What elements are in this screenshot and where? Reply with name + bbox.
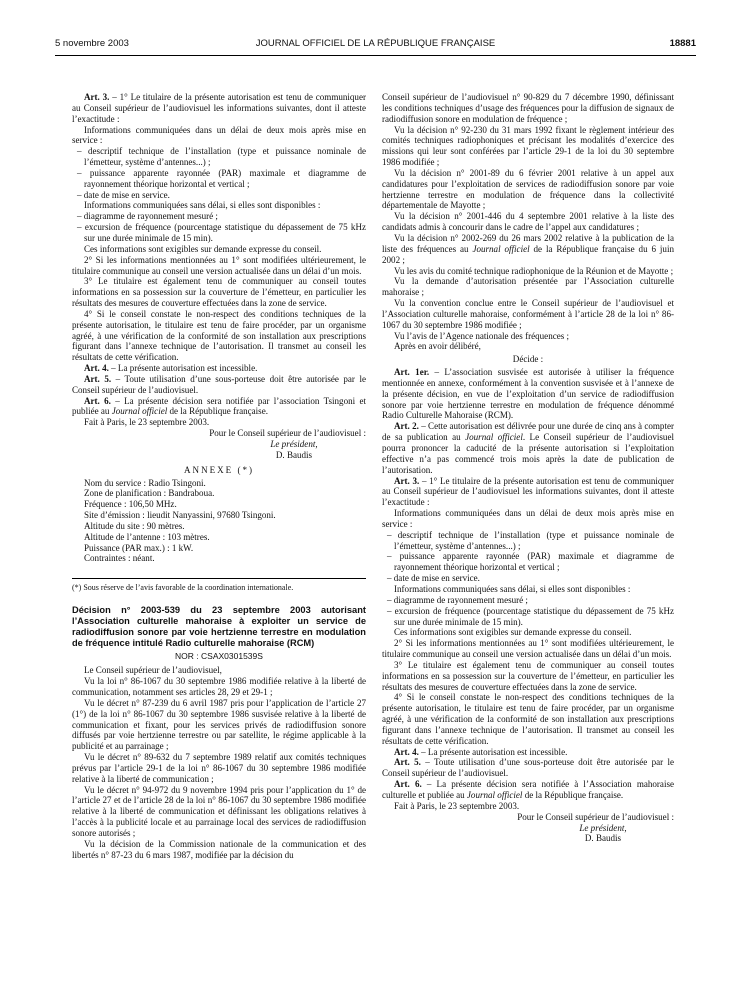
header-rule <box>55 55 696 56</box>
annexe-item: Contraintes : néant. <box>84 553 155 564</box>
signature-title: Le président, <box>579 822 627 833</box>
paragraph: Ces informations sont exigibles sur demande expresse du conseil. <box>84 243 322 254</box>
paragraph: Le Conseil supérieur de l’audiovisuel, <box>84 665 222 676</box>
visa: Vu la demande d’autorisation présentée par l’Association culturelle mahoraise ; <box>382 276 674 298</box>
annexe-item: Zone de planification : Bandraboua. <box>84 488 215 499</box>
article-3: Art. 3. – 1° Le titulaire de la présente autorisation est tenu de communiquer au Conseil supérieur de l’audiovisuel les informations suivantes, dont il atteste l’exactitude : <box>382 475 674 508</box>
signature-title: Le président, <box>270 439 318 449</box>
list-item: – excursion de fréquence (pourcentage statistique du dépassement de 75 kHz sur une durée minimale de 15 min). <box>387 605 674 627</box>
annexe-item: Altitude du site : 90 mètres. <box>84 520 185 531</box>
article-3: Art. 3. – 1° Le titulaire de la présente autorisation est tenu de communiquer au Conseil supérieur de l’audiovisuel les informations suivantes, dont il atteste l’exactitude : <box>72 92 366 124</box>
visa: Vu la décision n° 2002-269 du 26 mars 2002 relative à la publication de la liste des fréquences au Journal officiel de la République française du 6 juin 2002 ; <box>382 232 674 265</box>
decide-heading: Décide : <box>512 354 544 365</box>
list-item: – descriptif technique de l’installation (type et puissance nominale de l’émetteur, système d’antennes...) ; <box>77 146 366 168</box>
annexe-list <box>72 478 366 565</box>
article-4: Art. 4. – La présente autorisation est incessible. <box>394 746 568 757</box>
list-item: – excursion de fréquence (pourcentage statistique du dépassement de 75 kHz sur une durée minimale de 15 min). <box>77 222 366 243</box>
visa: Vu les avis du comité technique radiophonique de la Réunion et de Mayotte ; <box>394 265 674 276</box>
visa: Vu l’avis de l’Agence nationale des fréquences ; <box>394 330 570 341</box>
page-header <box>55 38 696 54</box>
article-4: Art. 4. – La présente autorisation est incessible. <box>84 363 258 374</box>
paragraph: 4° Si le conseil constate le non-respect des conditions techniques de la présente autorisation, le titulaire est tenu de faire procéder, par un organisme agréé, à une vérification de la conformité de son installation aux prescriptions figurant dans l’annexe technique de l’autorisation. Il transmet au conseil les résultats de cette vérification. <box>382 692 674 746</box>
paragraph: 4° Si le conseil constate le non-respect des conditions techniques de la présente autorisation, le titulaire est tenu de faire procéder, par un organisme agréé, à une vérification de la conformité de son installation aux prescriptions figurant dans l’annexe technique de l’autorisation. Il transmet au conseil les résultats de cette vérification. <box>72 308 366 363</box>
visa: Vu la décision de la Commission nationale de la communication et des libertés n° 87-23 du 6 mars 1987, modifiée par la décision du <box>72 838 366 860</box>
footnote: (*) Sous réserve de l’avis favorable de la coordination internationale. <box>72 578 366 593</box>
annexe-item: Altitude de l’antenne : 103 mètres. <box>84 531 210 542</box>
list-item: – descriptif technique de l’installation (type et puissance nominale de l’émetteur, système d’antennes...) ; <box>387 529 674 551</box>
list-item: – diagramme de rayonnement mesuré ; <box>387 594 528 605</box>
paragraph: 3° Le titulaire est également tenu de communiquer au conseil toutes informations en sa possession sur la couverture de l’émetteur, en particulier les résultats des mesures de couverture effectuées dans la zone de service. <box>382 659 674 692</box>
article-6: Art. 6. – La présente décision sera notifiée à l’Association mahoraise culturelle et publiée au Journal officiel de la République française. <box>382 779 674 800</box>
visa: Vu la loi n° 86-1067 du 30 septembre 1986 modifiée relative à la liberté de communication, notamment ses articles 28, 29 et 29-1 ; <box>72 676 366 697</box>
nor-reference: NOR : CSAX0301539S <box>175 651 263 662</box>
signing-place-date: Fait à Paris, le 23 septembre 2003. <box>394 800 520 811</box>
paragraph: Informations communiquées dans un délai de deux mois après mise en service : <box>72 124 366 146</box>
list-item: – diagramme de rayonnement mesuré ; <box>77 211 218 222</box>
article-6: Art. 6. – La présente décision sera notifiée par l’association Tsingoni et publiée au Journal officiel de la République française. <box>72 395 366 417</box>
article-2: Art. 2. – Cette autorisation est délivrée pour une durée de cinq ans à compter de sa publication au Journal officiel. Le Conseil supérieur de l’audiovisuel pourra prononcer la caducité de la présente autorisation si l’exploitation effective n’a pas commencé trois mois après la date de publication de l’autorisation. <box>382 421 674 475</box>
list-item: – puissance apparente rayonnée (PAR) maximale et diagramme de rayonnement théorique horizontal et vertical ; <box>77 167 366 189</box>
paragraph: Informations communiquées sans délai, si elles sont disponibles : <box>84 200 321 211</box>
visa: Vu la décision n° 2001-89 du 6 février 2001 relative à un appel aux candidatures pour l’exploitation de services de radiodiffusion sonore par voie hertzienne terrestre en modulation de fréquence dans la collectivité départementale de Mayotte ; <box>382 167 674 211</box>
decision-title: Décision n° 2003-539 du 23 septembre 2003 autorisant l’Association culturelle mahoraise à exploiter un service de radiodiffusion sonore par voie hertzienne terrestre en modulation de fréquence intitulé Radio culturelle mahoraise (RCM) <box>72 605 366 648</box>
annexe-item: Fréquence : 106,50 MHz. <box>84 499 177 510</box>
paragraph: Informations communiquées dans un délai de deux mois après mise en service : <box>382 508 674 529</box>
signature-name: D. Baudis <box>584 833 622 844</box>
signature-line: Pour le Conseil supérieur de l’audiovisuel : <box>209 428 366 439</box>
article-5: Art. 5. – Toute utilisation d’une sous-porteuse doit être autorisée par le Conseil supérieur de l’audiovisuel. <box>72 373 366 395</box>
list-item: – date de mise en service. <box>387 573 480 584</box>
header-page-number: 18881 <box>669 38 696 49</box>
article-1: Art. 1er. – L’association susvisée est autorisée à utiliser la fréquence mentionnée en annexe, conformément à la convention susvisée et à l’annexe de la présente décision, en vue de l’exploitation d’un service de radiodiffusion sonore par voie hertzienne terrestre en modulation de fréquence dénommé Radio Culturelle Mahoraise (RCM). <box>382 367 674 421</box>
signature-name: D. Baudis <box>275 449 313 460</box>
visa: Vu la décision n° 92-230 du 31 mars 1992 fixant le règlement intérieur des comités techniques radiophoniques et précisant les modalités d’exercice des missions qui leur sont conférées par l’article 29-1 de la loi du 30 septembre 1986 modifiée ; <box>382 124 674 168</box>
annexe-item: Site d’émission : lieudit Nanyassini, 97680 Tsingoni. <box>84 510 276 521</box>
paragraph: 2° Si les informations mentionnées au 1° sont modifiées ultérieurement, le titulaire communique au conseil une version actualisée dans un délai d’un mois. <box>72 254 366 276</box>
paragraph: 3° Le titulaire est également tenu de communiquer au conseil toutes informations en sa possession sur la couverture de l’émetteur, en particulier les résultats des mesures de couverture effectuées dans la zone de service. <box>72 276 366 309</box>
visa: Conseil supérieur de l’audiovisuel n° 90-829 du 7 décembre 1990, définissant les conditions techniques d’usage des fréquences pour la diffusion de signaux de radiodiffusion sonore en modulation de fréquence ; <box>382 92 674 124</box>
visa: Vu le décret n° 94-972 du 9 novembre 1994 pris pour l’application du 1° de l’article 27 et de l’article 28 de la loi n° 86-1067 du 30 septembre 1986 modifiée relative à la liberté de communication et définissant les obligations relatives à l’accès à la publicité locale et au parrainage local des services de radiodiffusion sonore autorisés ; <box>72 784 366 838</box>
annexe-title: ANNEXE (*) <box>184 464 254 475</box>
annexe-item: Puissance (PAR max.) : 1 kW. <box>84 542 194 553</box>
visa: Vu le décret n° 89-632 du 7 septembre 1989 relatif aux comités techniques prévus par l’article 29-1 de la loi n° 86-1067 du 30 septembre 1986 modifiée relative à la liberté de communication ; <box>72 752 366 784</box>
signing-place-date: Fait à Paris, le 23 septembre 2003. <box>84 417 210 428</box>
list-item: – date de mise en service. <box>77 189 170 200</box>
visa: Vu la convention conclue entre le Conseil supérieur de l’audiovisuel et l’Association culturelle mahoraise, conformément à l’article 28 de la loi n° 86-1067 du 30 septembre 1986 modifiée ; <box>382 298 674 330</box>
signature-line: Pour le Conseil supérieur de l’audiovisuel : <box>517 811 674 822</box>
paragraph: 2° Si les informations mentionnées au 1° sont modifiées ultérieurement, le titulaire communique au conseil une version actualisée dans un délai d’un mois. <box>382 638 674 660</box>
left-column <box>72 92 366 861</box>
article-5: Art. 5. – Toute utilisation d’une sous-porteuse doit être autorisée par le Conseil supérieur de l’audiovisuel. <box>382 757 674 779</box>
visa: Vu le décret n° 87-239 du 6 avril 1987 pris pour l’application de l’article 27 (1°) de la loi n° 86-1067 du 30 septembre 1986 susvisée relative à la liberté de communication et fixant, pour les services privés de radiodiffusion sonore diffusés par voie hertzienne terrestre ou par satellite, le régime applicable à la publicité et au parrainage ; <box>72 697 366 752</box>
list-item: – puissance apparente rayonnée (PAR) maximale et diagramme de rayonnement théorique horizontal et vertical ; <box>387 551 674 573</box>
annexe-item: Nom du service : Radio Tsingoni. <box>84 477 206 488</box>
right-column <box>382 92 674 844</box>
paragraph: Informations communiquées sans délai, si elles sont disponibles : <box>394 583 631 594</box>
paragraph: Après en avoir délibéré, <box>394 341 481 352</box>
header-date: 5 novembre 2003 <box>55 38 129 49</box>
header-journal-title: JOURNAL OFFICIEL DE LA RÉPUBLIQUE FRANÇAISE <box>255 38 496 49</box>
paragraph: Ces informations sont exigibles sur demande expresse du conseil. <box>394 627 632 638</box>
visa: Vu la décision n° 2001-446 du 4 septembre 2001 relative à la liste des candidats admis à concourir dans le cadre de l’appel aux candidatures ; <box>382 211 674 233</box>
